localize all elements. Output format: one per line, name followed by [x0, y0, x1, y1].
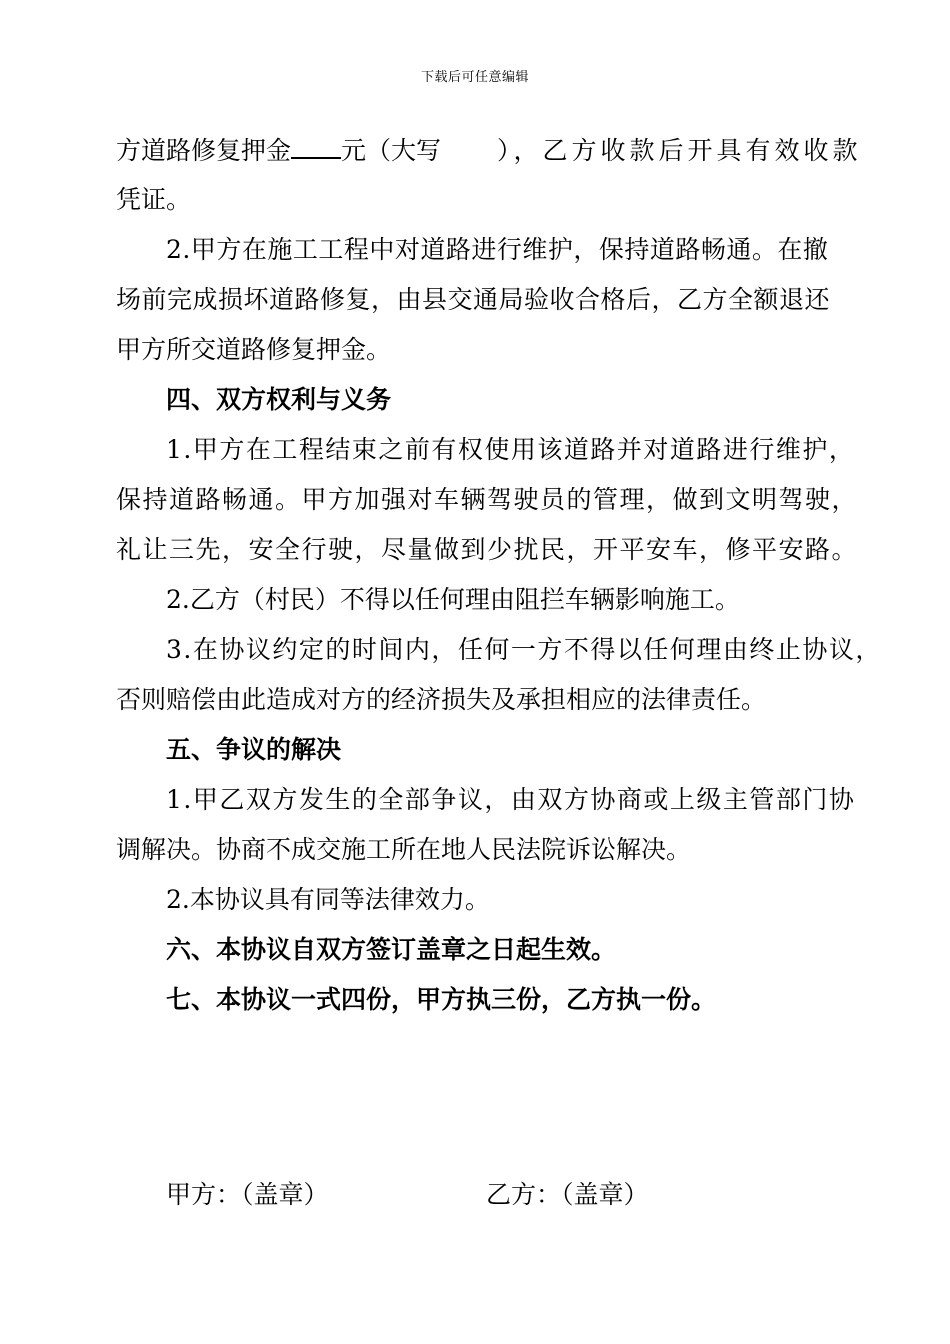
- section-heading: 七、本协议一式四份，甲方执三份，乙方执一份。: [166, 985, 717, 1014]
- paragraph-line: 否则赔偿由此造成对方的经济损失及承担相应的法律责任。: [116, 685, 767, 714]
- paragraph-line: 2.甲方在施工工程中对道路进行维护，保持道路畅通。在撤: [166, 235, 829, 264]
- paragraph-line: 调解决。协商不成交施工所在地人民法院诉讼解决。: [116, 835, 692, 864]
- paragraph-line: 1.甲方在工程结束之前有权使用该道路并对道路进行维护，: [166, 435, 856, 464]
- paragraph-line: 保持道路畅通。甲方加强对车辆驾驶员的管理，做到文明驾驶，: [116, 485, 859, 514]
- text-run: ），乙方收款后开具有效收款: [497, 136, 862, 165]
- paragraph-line: 1.甲乙双方发生的全部争议，由双方协商或上级主管部门协: [166, 785, 856, 814]
- text-run: 方道路修复押金: [116, 136, 292, 165]
- paragraph-line: 凭证。: [116, 185, 192, 214]
- section-heading: 六、本协议自双方签订盖章之日起生效。: [166, 935, 617, 964]
- page-header: 下载后可任意编辑: [420, 70, 529, 85]
- paragraph-line: 甲方所交道路修复押金。: [116, 335, 392, 364]
- paragraph-line: 场前完成损坏道路修复，由县交通局验收合格后，乙方全额退还: [116, 285, 831, 314]
- amount-blank: [291, 135, 341, 159]
- paragraph-line: 2.本协议具有同等法律效力。: [166, 885, 490, 914]
- paragraph-line: 礼让三先，安全行驶，尽量做到少扰民，开平安车，修平安路。: [116, 535, 859, 564]
- paragraph-line: 2.乙方（村民）不得以任何理由阻拦车辆影响施工。: [166, 585, 740, 614]
- text-run: 元（大写: [341, 136, 442, 165]
- party-a-signature: 甲方：（盖章）: [166, 1180, 329, 1209]
- section-heading: 四、双方权利与义务: [166, 385, 392, 414]
- section-heading: 五、争议的解决: [166, 735, 342, 764]
- paragraph-line: 3.在协议约定的时间内，任何一方不得以任何理由终止协议，: [166, 635, 882, 664]
- paragraph-line: [116, 135, 862, 166]
- party-b-signature: 乙方：（盖章）: [486, 1180, 649, 1209]
